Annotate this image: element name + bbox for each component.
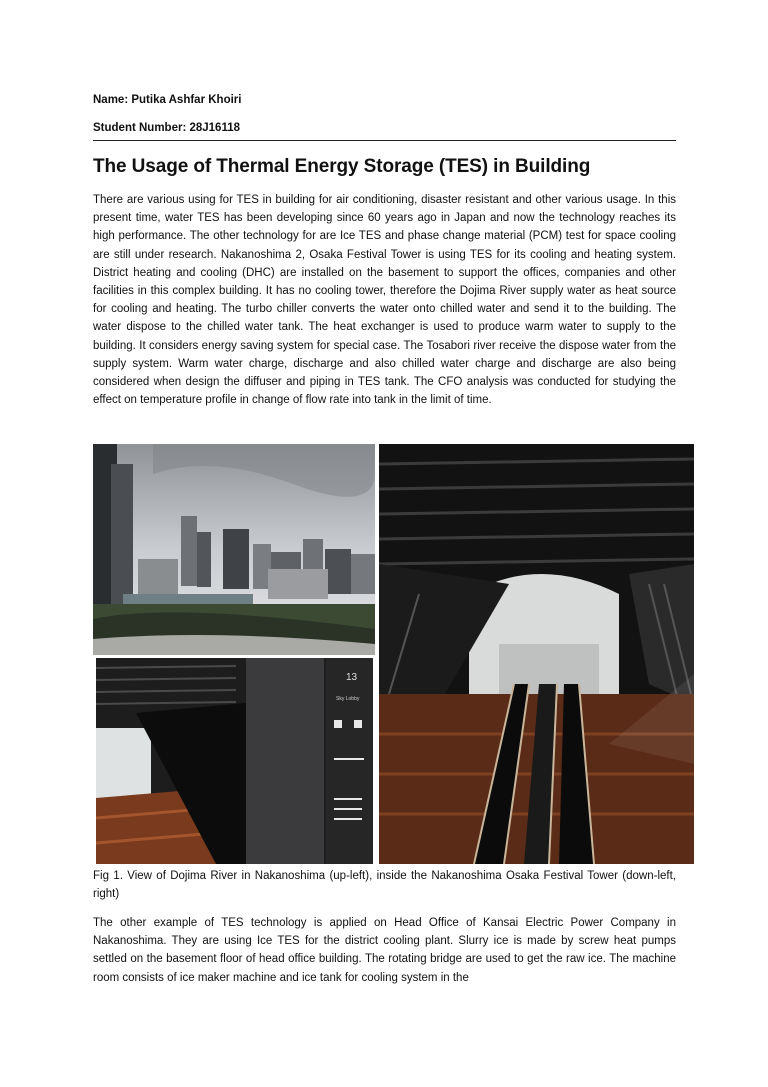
body-paragraph-2: The other example of TES technology is applied on Head Office of Kansai Electric Power Company in Nakanoshima. They are using Ice TES for the district cooling plant. Slurry ice is made by screw heat pumps settled on the basement floor of head office building. The rotating bridge are used to get the raw ice. The machine room consists of ice maker machine and ice tank for cooling system in the [93,917,676,984]
document-title: The Usage of Thermal Energy Storage (TES) in Building [93,156,591,177]
photo-escalator-atrium [379,444,694,864]
figure-caption: Fig 1. View of Dojima River in Nakanoshima (up-left), inside the Nakanoshima Osaka Festival Tower (down-left, right) [93,870,676,901]
sign-text: Sky Lobby [336,696,360,702]
sign-number: 13 [346,672,358,683]
photo-dojima-river-view [93,444,375,655]
body-paragraph-1: There are various using for TES in building for air conditioning, disaster resistant and other various usage. In this present time, water TES has been developing since 60 years ago in Japan and now the technology reaches its high performance. The other technology for are Ice TES and phase change material (PCM) test for space cooling are still under research. Nakanoshima 2, Osaka Festival Tower is using TES for its cooling and heating system. District heating and cooling (DHC) are installed on the basement to support the offices, companies and other facilities in this complex building. It has no cooling tower, therefore the Dojima River supply water as heat source for cooling and heating. The turbo chiller converts the water onto chilled water and send it to the building. The water dispose to the chilled water tank. The heat exchanger is used to produce warm water to supply to the building. It considers energy saving system for special case. The Tosabori river receive the dispose water from the supply system. Warm water charge, discharge and also chilled water charge and discharge are also being considered when design the diffuser and piping in TES tank. The CFO analysis was conducted for studying the effect on temperature profile in change of flow rate into tank in the limit of time. [93,194,676,407]
student-number: Student Number: 28J16118 [93,122,241,134]
photo-sky-lobby-interior [96,658,373,864]
header-divider [93,140,676,141]
author-name: Name: Putika Ashfar Khoiri [93,94,242,106]
